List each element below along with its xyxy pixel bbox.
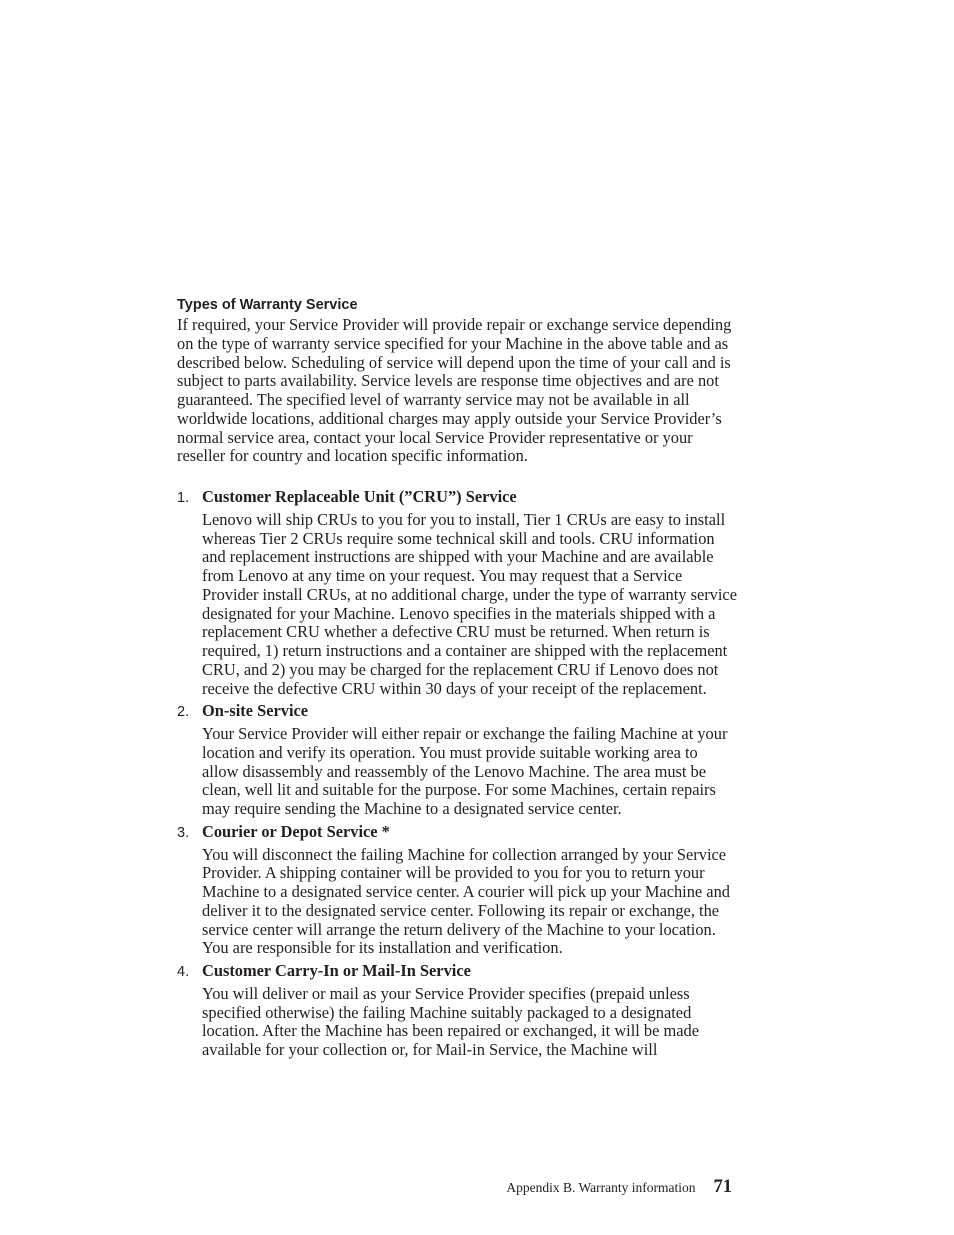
list-item (177, 962, 737, 1060)
footer-section-title: Appendix B. Warranty information (506, 1180, 696, 1195)
section-heading: Types of Warranty Service (177, 297, 358, 313)
list-item-number: 4. (177, 964, 190, 980)
warranty-service-list (177, 488, 737, 1064)
list-item-title: On-site Service (202, 701, 309, 721)
list-item-title: Courier or Depot Service * (202, 821, 390, 841)
page-footer (500, 1177, 732, 1198)
list-item-body: Your Service Provider will either repair or exchange the failing Machine at your location and verify its operation. You must provide suitable working area to allow disassembly and reassembly of the Lenovo Machine. The area must be clean, well lit and suitable for the purpose. For some Machines, certain repairs may require sending the Machine to a designated service center. (202, 724, 728, 818)
list-item-number: 1. (177, 490, 190, 506)
list-item-title: Customer Carry-In or Mail-In Service (202, 961, 471, 980)
list-item-title: Customer Replaceable Unit (”CRU”) Service (202, 487, 517, 506)
list-item-body: You will disconnect the failing Machine for collection arranged by your Service Provider. A shipping container will be provided to you for you to return your Machine to a designated service center. A courier will pick up your Machine and deliver it to the designated service center. Following its repair or exchange, the service center will arrange the return delivery of the Machine to your location. You are responsible for its installation and verification. (202, 844, 730, 958)
list-item (177, 488, 737, 698)
list-item-body: Lenovo will ship CRUs to you for you to install, Tier 1 CRUs are easy to install whereas Tier 2 CRUs require some technical skill and tools. CRU information and replacement instructions are shipped with your Machine and are available from Lenovo at any time on your request. You may request that a Service Provider install CRUs, at no additional charge, under the type of warranty service designated for your Machine. Lenovo specifies in the materials shipped with a replacement CRU whether a defective CRU must be returned. When return is required, 1) return instructions and a container are shipped with the replacement CRU, and 2) you may be charged for the replacement CRU if Lenovo does not receive the defective CRU within 30 days of your receipt of the replacement. (202, 509, 737, 698)
list-item-number: 2. (177, 704, 190, 721)
list-item (177, 702, 737, 819)
list-item-number: 3. (177, 824, 190, 841)
list-item-body: You will deliver or mail as your Service Provider specifies (prepaid unless specified otherwise) the failing Machine suitably packaged to a designated location. After the Machine has been repaired or exchanged, it will be made available for your collection or, for Mail-in Service, the Machine will (202, 983, 699, 1059)
page-number: 71 (713, 1177, 732, 1197)
list-item (177, 823, 737, 958)
intro-paragraph: If required, your Service Provider will provide repair or exchange service depending on the type of warranty service specified for your Machine in the above table and as described below. Scheduling of service will depend upon the time of your call and is subject to parts availability. Service levels are response time objectives and are not guaranteed. The specified level of warranty service may not be available in all worldwide locations, additional charges may apply outside your Service Provider’s normal service area, contact your local Service Provider representative or your reseller for country and location specific information. (177, 315, 732, 466)
